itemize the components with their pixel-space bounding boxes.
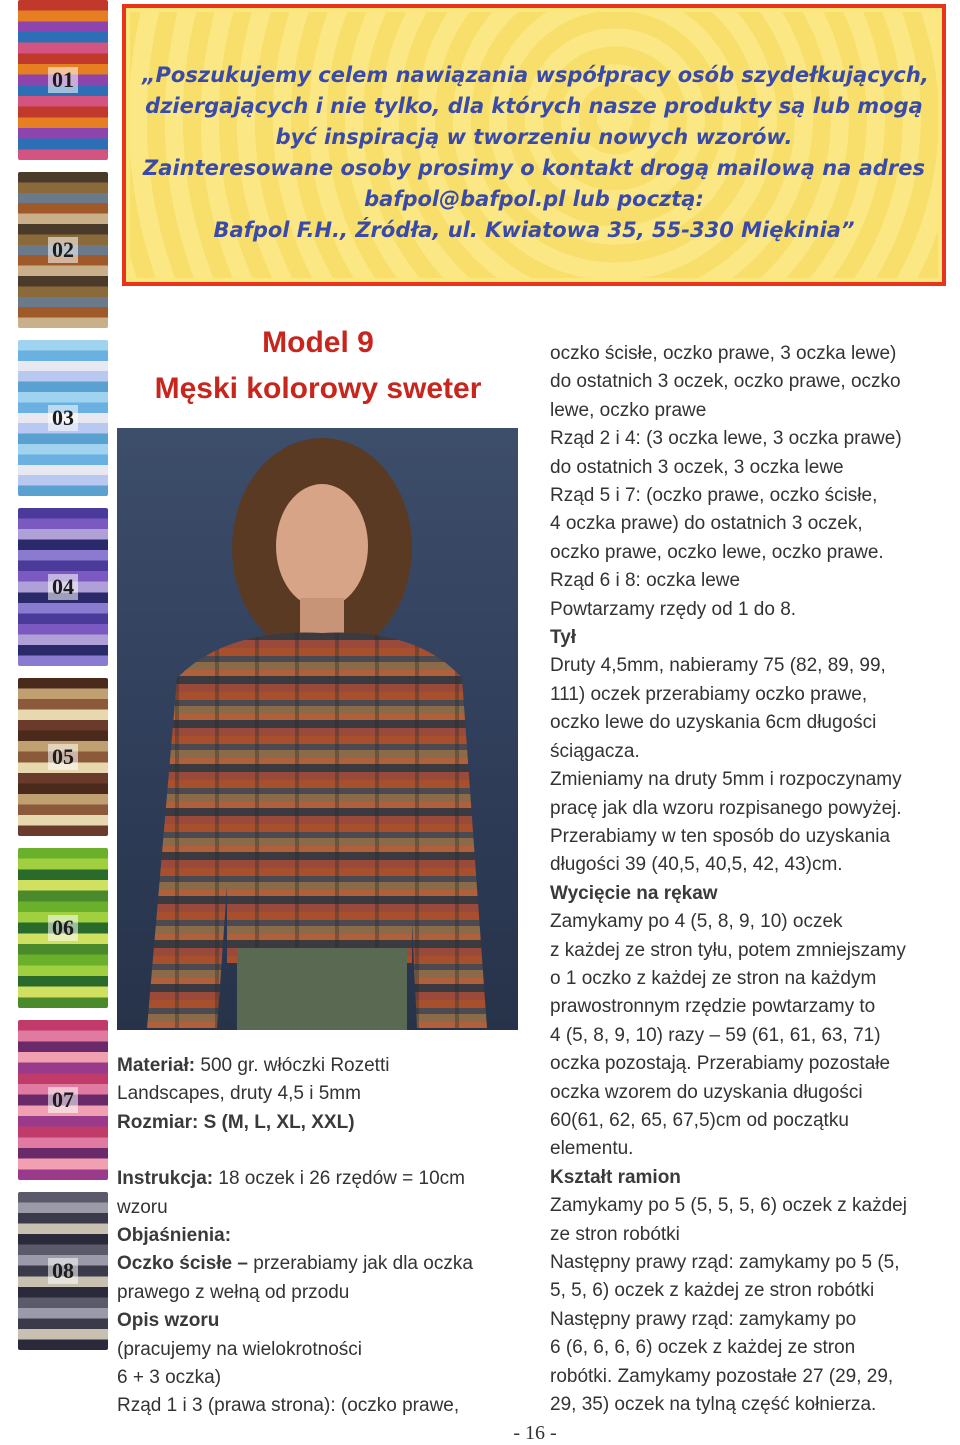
size-label: Rozmiar: [117,1111,199,1133]
swatch-number: 08 [48,1258,78,1284]
paragraph-line: robótki. Zamykamy pozostałe 27 (29, 29, [550,1365,894,1387]
sweater-illustration [117,428,518,1030]
paragraph-line: Zmieniamy na druty 5mm i rozpoczynamy [550,769,902,791]
pattern-line-1: (pracujemy na wielokrotności [117,1338,362,1360]
model-title: Model 9 [262,326,374,359]
page-number: - 16 - [513,1422,557,1444]
banner-line: bafpol@bafpol.pl lub pocztą: [364,187,704,211]
swatch-number: 04 [48,574,78,600]
paragraph-line: 60(61, 62, 65, 67,5)cm od początku [550,1109,849,1131]
yarn-swatch-05 [18,678,108,836]
material-line-2: Landscapes, druty 4,5 i 5mm [117,1083,361,1105]
pattern-label: Opis wzoru [117,1310,220,1332]
stitch-line [117,1250,519,1278]
paragraph-line: 4 oczka prawe) do ostatnich 3 oczek, [550,513,863,535]
paragraph-line: lewe, oczko prawe [550,399,707,421]
paragraph-line: 5, 5, 6) oczek z każdej ze stron robótki [550,1280,875,1302]
paragraph-line: o 1 oczko z każdej ze stron na każdym [550,967,877,989]
instruction-line [117,1165,519,1193]
explanations-label: Objaśnienia: [117,1225,232,1247]
banner-line: Bafpol F.H., Źródła, ul. Kwiatowa 35, 55-330 Miękinia” [213,218,855,242]
paragraph-line: elementu. [550,1138,634,1160]
paragraph-line: Rząd 6 i 8: oczka lewe [550,570,741,592]
yarn-swatch-06 [18,848,108,1008]
size-line [117,1109,519,1137]
paragraph-line: Przerabiamy w ten sposób do uzyskania [550,825,891,847]
paragraph-line: Następny prawy rząd: zamykamy po [550,1308,857,1330]
paragraph-line: długości 39 (40,5, 40,5, 42, 43)cm. [550,854,843,876]
banner-text [142,60,929,246]
right-text-column [550,340,952,1419]
swatch-number: 05 [48,744,78,770]
banner-line: Zainteresowane osoby prosimy o kontakt drogą mailową na adres [143,156,925,180]
swatch-number: 06 [48,915,78,941]
paragraph-line: Druty 4,5mm, nabieramy 75 (82, 89, 99, [550,655,886,677]
model-photo [117,428,518,1030]
material-value: 500 gr. włóczki Rozetti [200,1055,390,1076]
swatch-number: 01 [48,67,78,93]
paragraph-line: 6 (6, 6, 6, 6) oczek z każdej ze stron [550,1337,856,1359]
paragraph-line: pracę jak dla wzoru rozpisanego powyżej. [550,797,902,819]
banner-line: być inspiracją w tworzeniu nowych wzorów. [275,125,793,149]
yarn-swatch-02 [18,172,108,328]
swatch-number: 02 [48,237,78,263]
paragraph-line: Rząd 5 i 7: (oczko prawe, oczko ścisłe, [550,485,878,507]
size-value: S (M, L, XL, XXL) [203,1111,355,1133]
banner-line: dziergających i nie tylko, dla których nasze produkty są lub mogą [145,94,923,118]
row-1-3-line: Rząd 1 i 3 (prawa strona): (oczko prawe, [117,1395,460,1417]
yarn-swatch-01 [18,0,108,160]
info-banner [122,4,946,286]
model-subtitle: Męski kolorowy sweter [154,372,482,405]
paragraph-line: oczko lewe do uzyskania 6cm długości [550,712,877,734]
paragraph-line: 29, 35) oczek na tylną część kołnierza. [550,1394,877,1416]
banner-line: „Poszukujemy celem nawiązania współpracy osób szydełkujących, [142,63,929,87]
paragraph-line: oczko prawe, oczko lewe, oczko prawe. [550,541,884,563]
paragraph-line: ze stron robótki [550,1223,680,1245]
instruction-line-2: wzoru [117,1196,168,1218]
paragraph-line: prawostronnym rzędzie powtarzamy to [550,996,876,1018]
paragraph-line: do ostatnich 3 oczek, 3 oczka lewe [550,456,844,478]
instruction-label: Instrukcja: [117,1168,214,1190]
material-label: Materiał: [117,1055,196,1076]
paragraph-line: Zamykamy po 5 (5, 5, 5, 6) oczek z każdej [550,1195,907,1217]
paragraph-line: Zamykamy po 4 (5, 8, 9, 10) oczek [550,911,843,933]
paragraph-line: oczko ścisłe, oczko prawe, 3 oczka lewe) [550,343,897,364]
pattern-line-2: 6 + 3 oczka) [117,1367,222,1389]
yarn-swatch-07 [18,1020,108,1180]
material-line [117,1052,519,1080]
yarn-swatch-03 [18,340,108,496]
paragraph-line: ściągacza. [550,740,640,762]
swatch-number: 03 [48,405,78,431]
paragraph-line: oczka wzorem do uzyskania długości [550,1081,863,1103]
section-heading: Kształt ramion [550,1166,681,1188]
stitch-line-2: prawego z wełną od przodu [117,1281,350,1303]
paragraph-line: 111) oczek przerabiamy oczko prawe, [550,683,868,705]
left-text-column [117,1052,519,1421]
paragraph-line: Rząd 2 i 4: (3 oczka lewe, 3 oczka prawe) [550,428,902,450]
paragraph-line: oczka pozostają. Przerabiamy pozostałe [550,1053,891,1075]
yarn-swatch-08 [18,1192,108,1350]
paragraph-line: Następny prawy rząd: zamykamy po 5 (5, [550,1252,900,1273]
paragraph-line: 4 (5, 8, 9, 10) razy – 59 (61, 61, 63, 71) [550,1024,881,1046]
paragraph-line: do ostatnich 3 oczek, oczko prawe, oczko [550,371,901,393]
instruction-value: 18 oczek i 26 rzędów = 10cm [218,1168,465,1190]
paragraph-line: z każdej ze stron tyłu, potem zmniejszamy [550,939,906,961]
section-heading: Tył [550,627,577,649]
yarn-swatch-04 [18,508,108,666]
stitch-value: przerabiamy jak dla oczka [253,1253,473,1275]
stitch-label: Oczko ścisłe – [117,1253,248,1275]
section-heading: Wycięcie na rękaw [550,882,718,904]
paragraph-line: Powtarzamy rzędy od 1 do 8. [550,598,797,620]
swatch-number: 07 [48,1087,78,1113]
